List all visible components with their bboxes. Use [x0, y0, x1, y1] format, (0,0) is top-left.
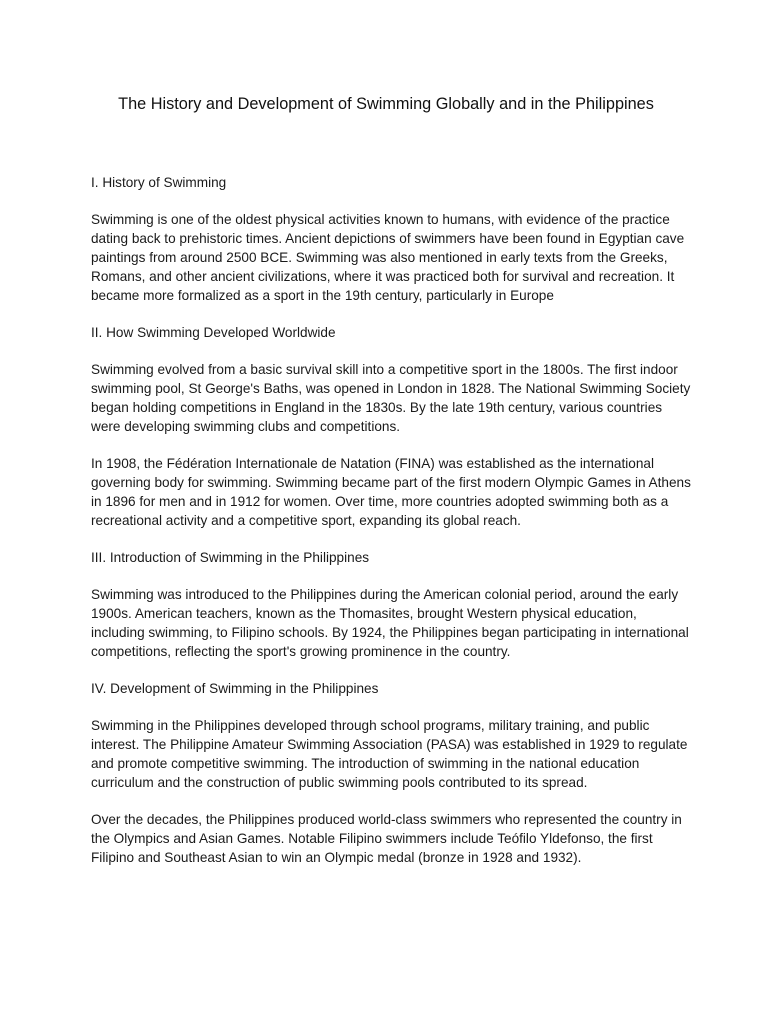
section-paragraph: Over the decades, the Philippines produced world-class swimmers who represented the country in the Olympics and Asian Games. Notable Filipino swimmers include Teófilo Yldefonso, the first Filipino and Southeast Asian to win an Olympic medal (bronze in 1928 and 1932).: [91, 812, 682, 865]
section-paragraph: In 1908, the Fédération Internationale de Natation (FINA) was established as the international governing body for swimming. Swimming became part of the first modern Olympic Games in Athens in 1896 for men and in 1912 for women. Over time, more countries adopted swimming both as a recreational activity and a competitive sport, expanding its global reach.: [91, 456, 691, 528]
document-body: [91, 173, 691, 885]
section-paragraph: Swimming evolved from a basic survival skill into a competitive sport in the 1800s. The first indoor swimming pool, St George's Baths, was opened in London in 1828. The National Swimming Society began holding competitions in England in the 1830s. By the late 19th century, various countries were developing swimming clubs and competitions.: [91, 362, 691, 434]
section-heading: IV. Development of Swimming in the Philippines: [91, 681, 379, 696]
section-heading: II. How Swimming Developed Worldwide: [91, 325, 336, 340]
section-paragraph: Swimming was introduced to the Philippines during the American colonial period, around the early 1900s. American teachers, known as the Thomasites, brought Western physical education, including swimming, to Filipino schools. By 1924, the Philippines began participating in international competitions, reflecting the sport's growing prominence in the country.: [91, 587, 689, 659]
document-title: The History and Development of Swimming Globally and in the Philippines: [118, 95, 654, 113]
section-paragraph: Swimming is one of the oldest physical activities known to humans, with evidence of the practice dating back to prehistoric times. Ancient depictions of swimmers have been found in Egyptian cave paintings from around 2500 BCE. Swimming was also mentioned in early texts from the Greeks, Romans, and other ancient civilizations, where it was practiced both for survival and recreation. It became more formalized as a sport in the 19th century, particularly in Europe: [91, 212, 685, 303]
section-heading: III. Introduction of Swimming in the Philippines: [91, 550, 370, 565]
section-paragraph: Swimming in the Philippines developed through school programs, military training, and public interest. The Philippine Amateur Swimming Association (PASA) was established in 1929 to regulate and promote competitive swimming. The introduction of swimming in the national education curriculum and the construction of public swimming pools contributed to its spread.: [91, 718, 688, 790]
section-heading: I. History of Swimming: [91, 175, 227, 190]
